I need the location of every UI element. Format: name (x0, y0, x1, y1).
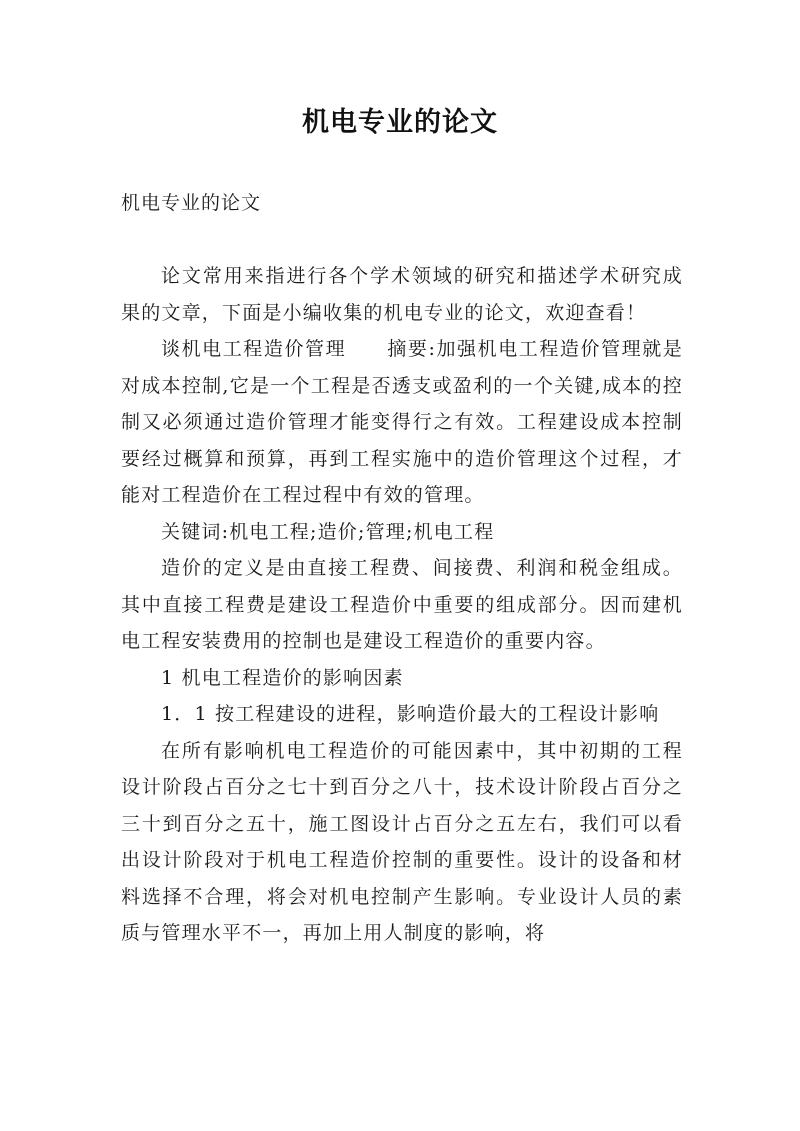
document-body (121, 258, 683, 952)
paragraph-design-impact: 在所有影响机电工程造价的可能因素中，其中初期的工程设计阶段占百分之七十到百分之八十，技术设计阶段占百分之三十到百分之五十，施工图设计占百分之五左右，我们可以看出设计阶段对于机电工程造价控制的重要性。设计的设备和材料选择不合理，将会对机电控制产生影响。专业设计人员的素质与管理水平不一，再加上用人制度的影响，将 (121, 739, 683, 944)
paragraph-intro: 论文常用来指进行各个学术领域的研究和描述学术研究成果的文章，下面是小编收集的机电专业的论文，欢迎查看！ (121, 265, 683, 324)
document-title: 机电专业的论文 (302, 107, 498, 138)
paragraph-definition: 造价的定义是由直接工程费、间接费、利润和税金组成。其中直接工程费是建设工程造价中重要的组成部分。因而建机电工程安装费用的控制也是建设工程造价的重要内容。 (121, 557, 683, 652)
paragraph-abstract: 谈机电工程造价管理 摘要:加强机电工程造价管理就是对成本控制,它是一个工程是否透支或盈利的一个关键,成本的控制又必须通过造价管理才能变得行之有效。工程建设成本控制要经过概算和预算，再到工程实施中的造价管理这个过程，才能对工程造价在工程过程中有效的管理。 (121, 338, 683, 506)
paragraph-keywords: 关键词:机电工程;造价;管理;机电工程 (161, 520, 495, 543)
section-heading-1: 1 机电工程造价的影响因素 (161, 666, 404, 689)
document-subtitle: 机电专业的论文 (121, 192, 262, 214)
section-heading-1-1: 1．1 按工程建设的进程，影响造价最大的工程设计影响 (161, 703, 660, 725)
